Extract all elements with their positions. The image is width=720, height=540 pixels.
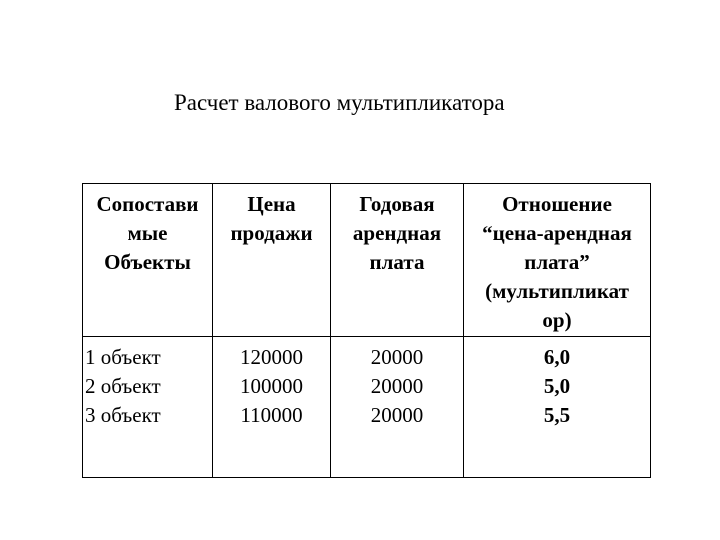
header-text-line: арендная [352,221,442,245]
ratios-cell [464,337,651,478]
multiplier-value: 6,0 [543,345,571,369]
header-text-line: Годовая [359,192,435,216]
annual-rent: 20000 [370,345,424,369]
header-cell-ratio [464,184,651,337]
prices-cell [213,337,331,478]
header-text-line: мые [127,221,168,245]
table-header-row [83,184,651,337]
multiplier-value: 5,5 [543,403,571,427]
header-text-line: плата [369,250,425,274]
annual-rent: 20000 [370,374,424,398]
header-text-line: Сопостави [96,192,199,216]
header-text-line: “цена-арендная [482,221,632,245]
header-text-line: продажи [230,221,313,245]
header-cell-price [213,184,331,337]
sale-price: 120000 [240,345,303,369]
multiplier-table [82,183,651,478]
objects-cell [83,337,213,478]
object-name: 1 объект [85,345,161,369]
sale-price: 110000 [240,403,303,427]
header-text-line: Объекты [104,250,191,274]
sale-price: 100000 [240,374,303,398]
page-title: Расчет валового мультипликатора [174,90,505,115]
rents-cell [331,337,464,478]
header-cell-rent [331,184,464,337]
object-name: 2 объект [85,374,161,398]
header-text-line: Отношение [502,192,612,216]
header-text-line: Цена [247,192,296,216]
header-text-line: плата” [524,250,590,274]
table-body-row [83,337,651,478]
header-cell-objects [83,184,213,337]
multiplier-value: 5,0 [543,374,571,398]
object-name: 3 объект [85,403,161,427]
header-text-line: (мультипликат [485,279,629,303]
header-text-line: ор) [542,308,572,332]
annual-rent: 20000 [370,403,424,427]
